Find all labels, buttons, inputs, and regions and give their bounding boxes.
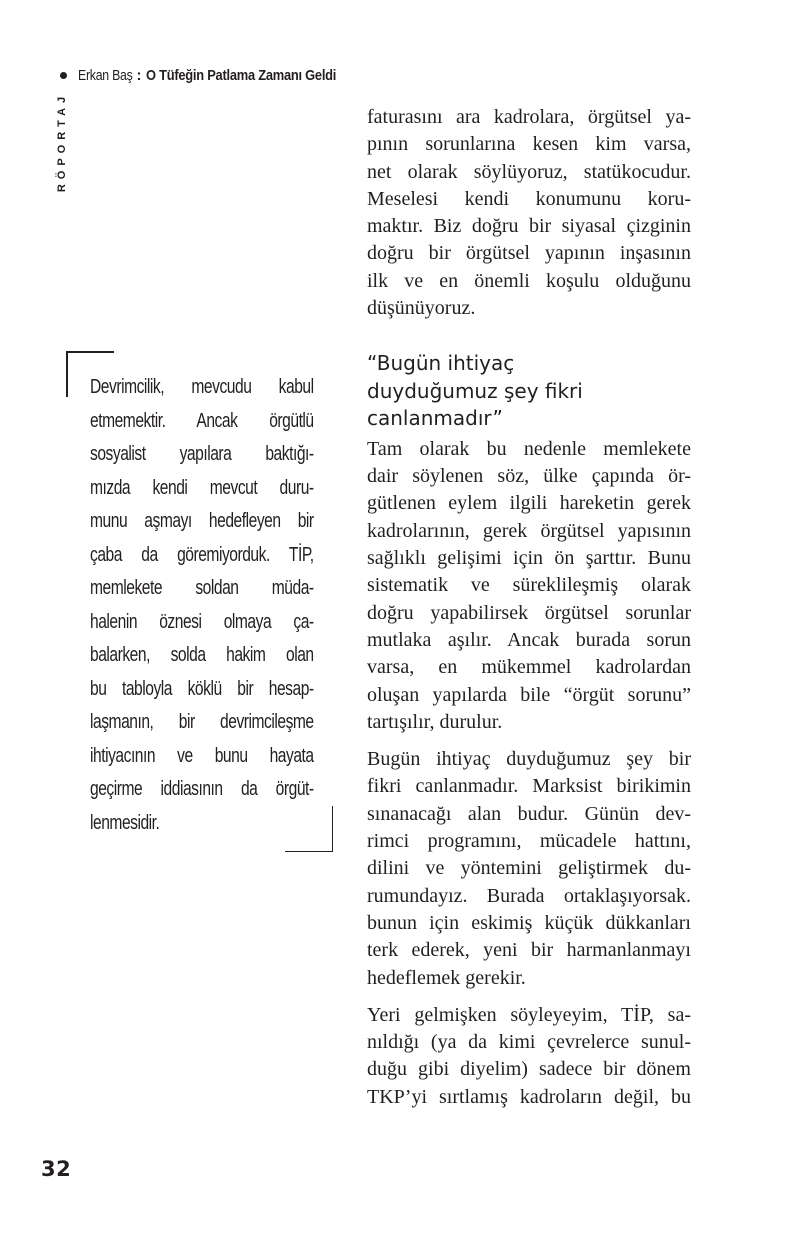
text-line: sağlıklı gelişimi için ön şarttır. Bunu xyxy=(367,547,691,570)
pull-quote-line: Devrimcilik, mevcudu kabul xyxy=(90,376,314,398)
pull-quote-line: halenin öznesi olmaya ça- xyxy=(90,610,314,633)
text-line: fikri canlanmadır. Marksist birikimin xyxy=(367,775,691,798)
text-line: duğu gibi diyelim) sadece bir dönem xyxy=(367,1058,691,1081)
pull-quote-line: lenmesidir. xyxy=(90,811,160,834)
text-line: ilk ve en önemli koşulu olduğunu xyxy=(367,269,691,292)
pull-quote-line: çaba da göremiyorduk. TİP, xyxy=(90,543,314,566)
text-line: kadrolarının, gerek örgütsel yapısının xyxy=(367,519,691,542)
text-line: oluşan yapılarda bile “örgüt sorunu” xyxy=(367,683,691,706)
pull-quote-corner-top-left-vertical xyxy=(66,351,68,397)
pull-quote-line: mızda kendi mevcut duru- xyxy=(90,476,314,499)
text-line: sistematik ve süreklileşmiş olarak xyxy=(367,574,691,597)
text-line: mutlaka aşılır. Ancak burada sorun xyxy=(367,628,691,651)
text-line: gütlenen eylem ilgili hareketin gerek xyxy=(367,492,691,515)
text-line: terk ederek, yeni bir harmanlanmayı xyxy=(367,939,691,962)
text-line: tartışılır, durulur. xyxy=(367,710,503,733)
subheading-line: duyduğumuz şey fikri xyxy=(367,378,583,403)
section-subheading xyxy=(367,350,691,433)
pull-quote-line: bu tabloyla köklü bir hesap- xyxy=(90,677,314,700)
section-label xyxy=(54,92,70,192)
text-line: doğru bir örgütsel yapının inşasının xyxy=(367,242,691,265)
text-line: rimci programını, mücadele hattını, xyxy=(367,830,691,853)
text-line: varsa, en mükemmel kadrolardan xyxy=(367,656,691,679)
pull-quote-corner-bottom-right-vertical xyxy=(332,806,334,852)
text-line: bunun için eskimiş küçük dükkanları xyxy=(367,911,691,934)
text-line: rumundayız. Burada ortaklaşıyorsak. xyxy=(367,884,691,907)
text-line: Tam olarak bu nedenle memlekete xyxy=(367,437,691,460)
text-line: Yeri gelmişken söyleyeyim, TİP, sa- xyxy=(367,1003,691,1026)
paragraph-4 xyxy=(367,1002,691,1111)
paragraph-3 xyxy=(367,746,691,992)
text-line: düşünüyoruz. xyxy=(367,297,476,320)
pull-quote-line: sosyalist yapılara baktığı- xyxy=(90,443,314,465)
pull-quote-line: geçirme iddiasının da örgüt- xyxy=(90,778,314,800)
pull-quote-line: ihtiyacının ve bunu hayata xyxy=(90,744,314,767)
pull-quote-line: munu aşmayı hedefleyen bir xyxy=(90,510,314,532)
pull-quote-corner-top-left xyxy=(66,351,114,353)
text-line: maktır. Biz doğru bir siyasal çizginin xyxy=(367,215,691,238)
text-line: pının sorunlarına kesen kim varsa, xyxy=(367,133,691,156)
pull-quote-corner-bottom-right xyxy=(285,851,333,853)
text-line: dilini ve yöntemini geliştirmek du- xyxy=(367,857,691,880)
page-number: 32 xyxy=(41,1157,72,1181)
text-line: hedeflemek gerekir. xyxy=(367,966,526,989)
text-line: TKP’yi sırtlamış kadroların değil, bu xyxy=(367,1085,691,1108)
text-line: sınanacağı alan budur. Günün dev- xyxy=(367,802,691,825)
text-line: Bugün ihtiyaç duyduğumuz şey bir xyxy=(367,748,691,771)
text-line: dair söylenen söz, ülke çapında ör- xyxy=(367,465,691,488)
subheading-line: canlanmadır” xyxy=(367,406,503,431)
section-label-text: RÖPORTAJ xyxy=(56,91,68,193)
text-line: net olarak söylüyoruz, statükocudur. xyxy=(367,160,691,183)
body-column xyxy=(367,104,691,1121)
pull-quote xyxy=(66,351,333,852)
running-head-title: O Tüfeğin Patlama Zamanı Geldi xyxy=(146,66,337,84)
paragraph-1 xyxy=(367,104,691,322)
running-head-author: Erkan Baş xyxy=(78,66,133,84)
text-line: doğru yapabilirsek örgütsel sorunlar xyxy=(367,601,691,624)
pull-quote-line: laşmanın, bir devrimcileşme xyxy=(90,711,314,733)
pull-quote-text xyxy=(90,371,314,840)
bullet-icon xyxy=(60,72,67,79)
running-head xyxy=(60,64,367,86)
text-line: faturasını ara kadrolara, örgütsel ya- xyxy=(367,106,691,128)
running-head-separator: : xyxy=(136,66,142,84)
pull-quote-line: memlekete soldan müda- xyxy=(90,577,314,599)
pull-quote-line: balarken, solda hakim olan xyxy=(90,644,314,666)
pull-quote-line: etmemektir. Ancak örgütlü xyxy=(90,409,314,432)
paragraph-2 xyxy=(367,436,691,736)
text-line: Meselesi kendi konumunu koru- xyxy=(367,187,691,210)
subheading-line: “Bugün ihtiyaç xyxy=(367,351,515,376)
text-line: nıldığı (ya da kimi çevrelerce sunul- xyxy=(367,1031,691,1054)
